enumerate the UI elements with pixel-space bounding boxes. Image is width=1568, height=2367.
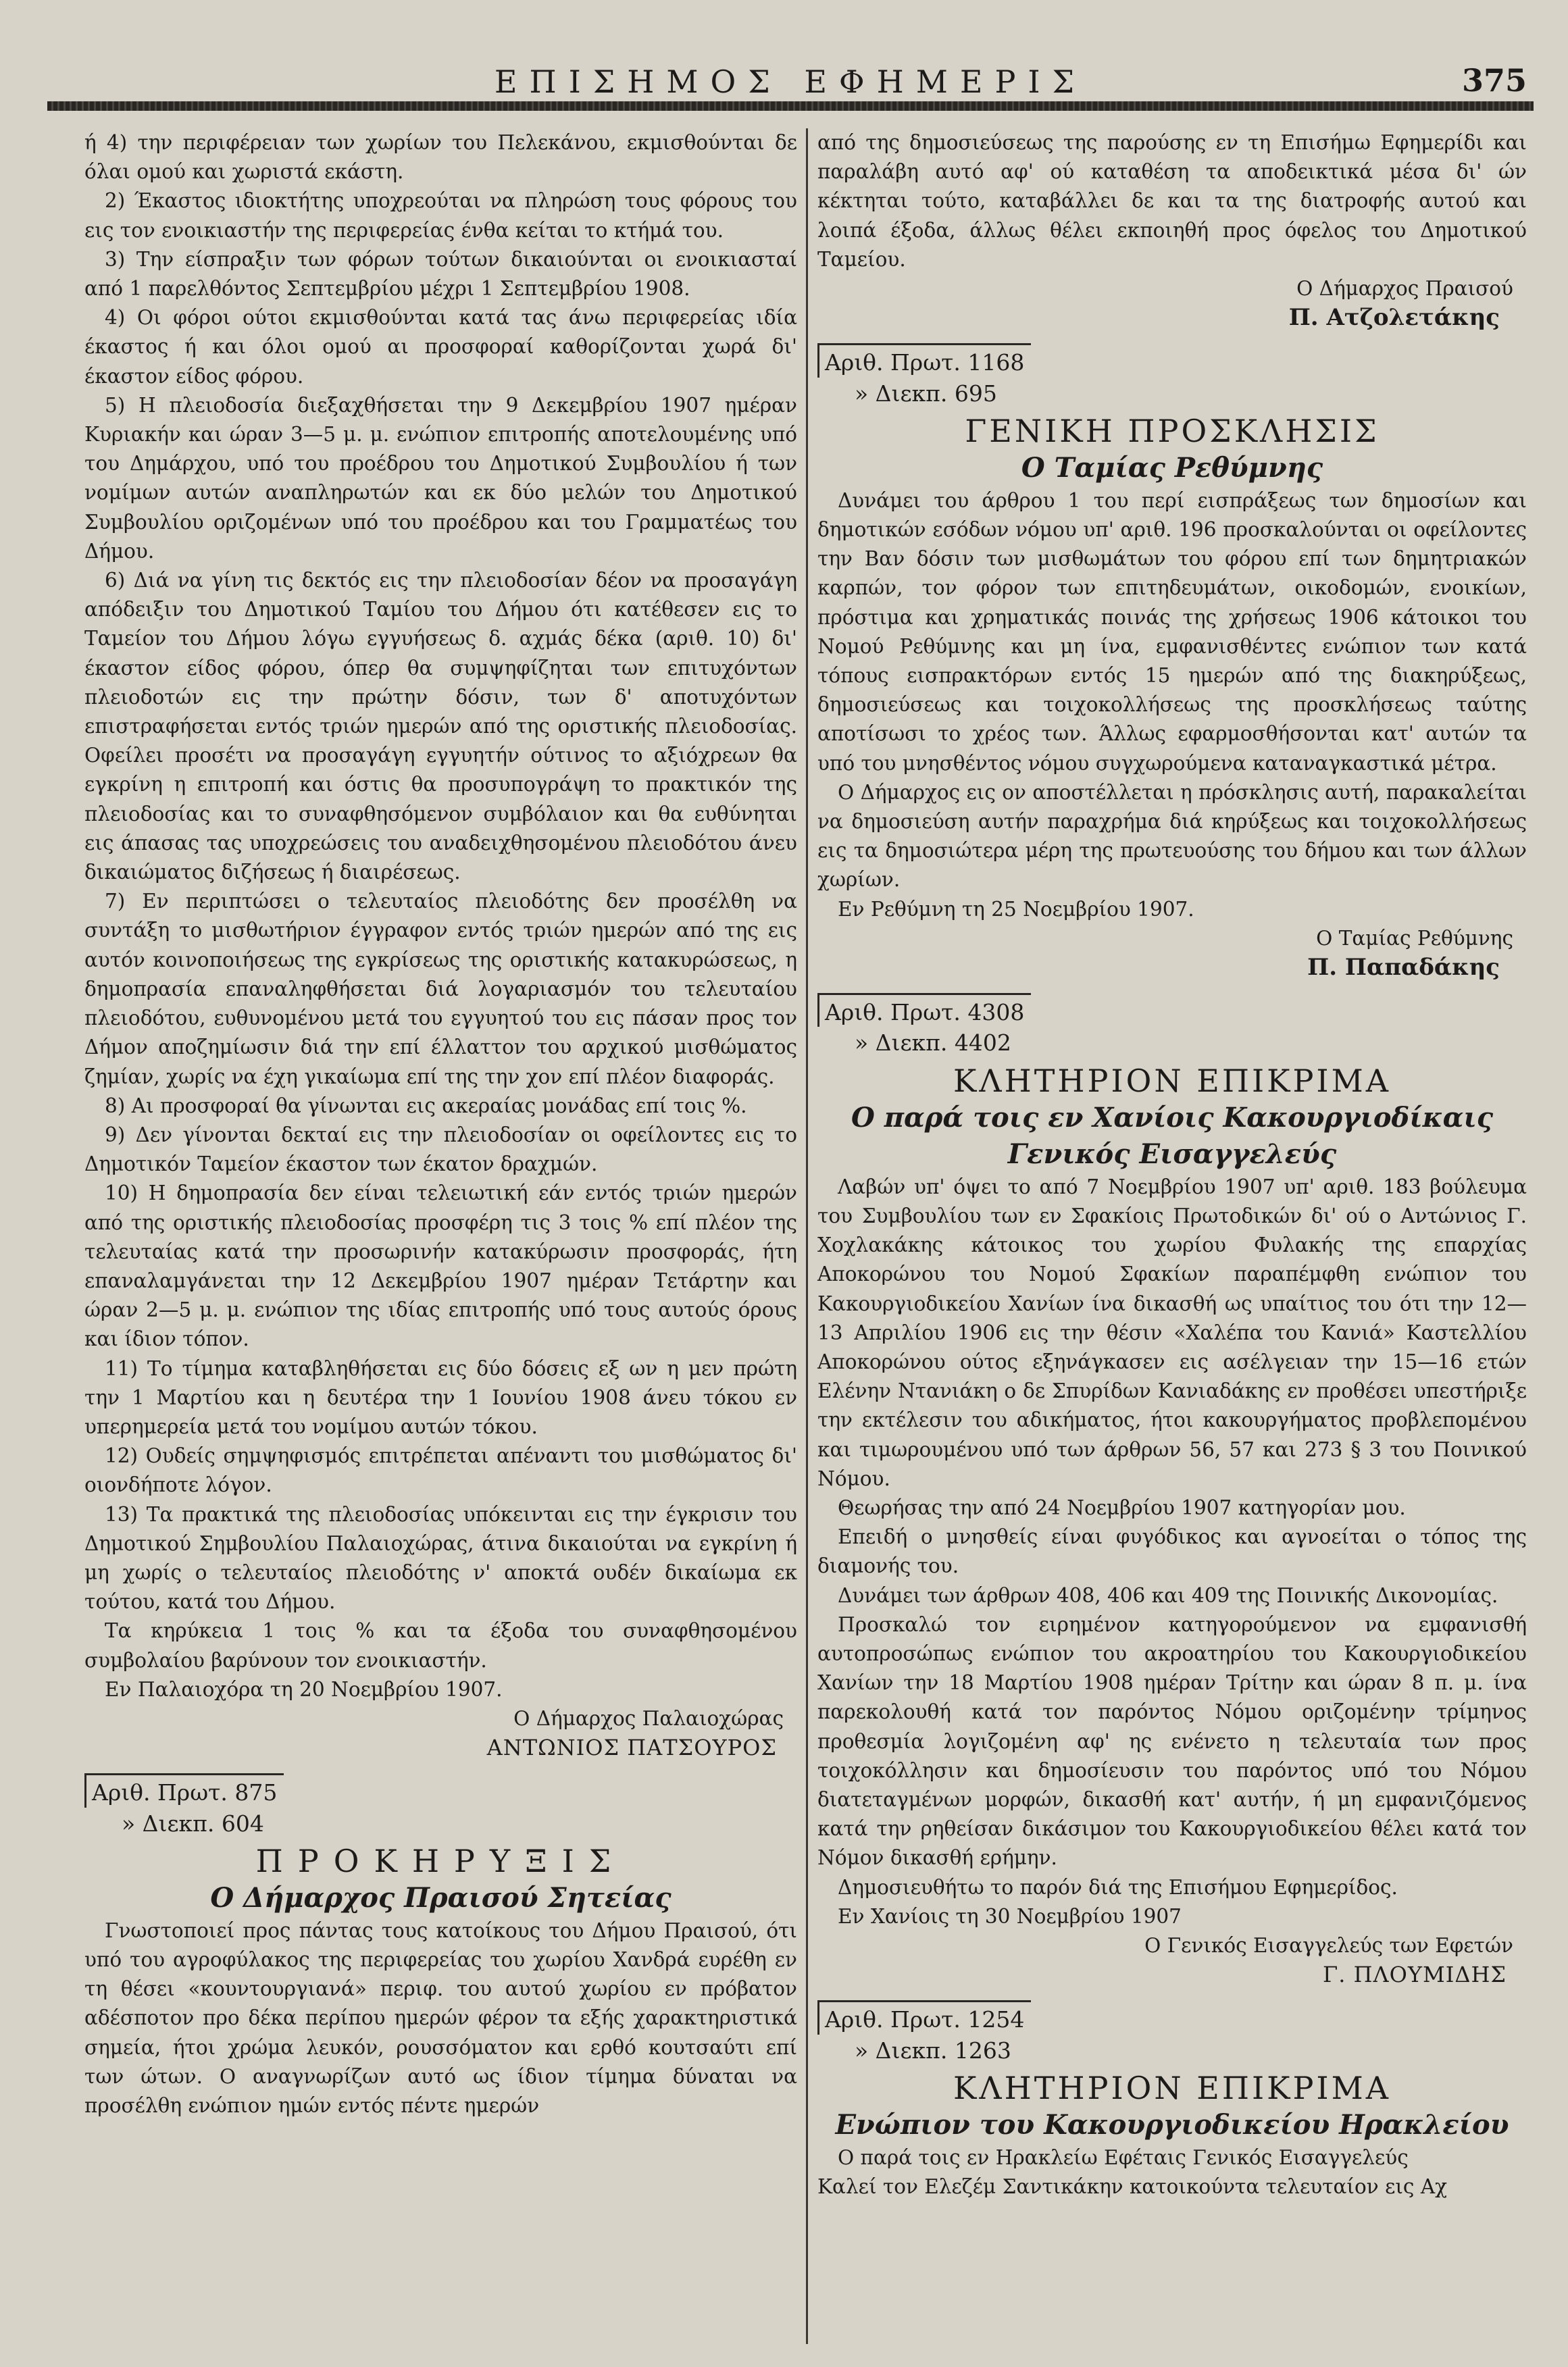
paragraph: Προσκαλώ τον ειρημένον κατηγορούμενον να εμφανισθή αυτοπροσώπως ενώπιον του ακροατηρίου του Κακουργιοδικείου Χανίων την 18 Μαρτίου 1908 ημέραν Τρίτην και ώραν 8 π. μ. ίνα παρεκολουθή κατά τον παρόντος Νόμου οριζομένην τρίμηνος προθεσμία λογιζομένη αφ' ης ενένετο η τελευταία των προς τοιχοκόλλησιν και δημοσίευσιν του παρόντος υπό του Νόμου διατεταγμένων μορφών, δικασθή κατ' αυτήν, ή μη εμφανιζόμενος κατά την ρηθείσαν δικάσιμον του Κακουργιοδικείου θέλει κατά τον Νόμον δικασθή ερήμην. — [817, 1612, 1527, 1870]
paragraph: Δυνάμει των άρθρων 408, 406 και 409 της Ποινικής Δικονομίας. — [838, 1583, 1498, 1607]
page-header — [47, 47, 1534, 108]
paragraph: Δυνάμει του άρθρου 1 του περί εισπράξεως των δημοσίων και δημοτικών εσόδων νόμου υπ' αριθ. 196 προσκαλούνται οι οφείλοντες την Βαν δόσιν των μισθωμάτων του φόρου επί των δημητριακών καρπών, τον φόρον των επιτηδευμάτων, οικοδομών, ενοικίων, πρόστιμα και χρηματικάς ποινάς της χρήσεως 1906 κάτοικοι του Νομού Ρεθύμνης και μη ίνα, εμφανισθέντες ενώπιον των κατά τόπους εισπρακτόρων εντός 15 ημερών από της διακηρύξεως, δημοσιεύσεως και τοιχοκολλήσεως της προσκλήσεως ταύτης αποτίσωσι το χρέος των. Άλλως εφαρμοσθήσονται κατ' αυτών τα υπό του μνησθέντος νόμου συγχωρούμενα καταναγκαστικά μέτρα. — [817, 488, 1527, 775]
section-heading: ΚΛΗΤΗΡΙΟΝ ΕΠΙΚΡΙΜΑ — [953, 2069, 1391, 2106]
section-subheading: Ο Δήμαρχος Πραισού Σητείας — [210, 1881, 672, 1914]
paragraph: Δημοσιευθήτω το παρόν διά της Επισήμου Εφημερίδος. — [838, 1875, 1398, 1899]
paragraph: 6) Διά να γίνη τις δεκτός εις την πλειοδοσίαν δέον να προσαγάγη απόδειξιν του Δημοτικού Ταμίου του Δήμου ότι κατέθεσεν εις το Ταμείον του Δήμου λόγω εγγυήσεως δ. αχμάς δέκα (αριθ. 10) δι' έκαστον είδος φόρου, όπερ θα συμψηφίζηται των επιτυχόντων πλειοδοτών εις την πρώτην δόσιν, των δ' αποτυχόντων επιστραφήσεται εντός τριών ημερών από της οριστικής πλειοδοσίας. Οφείλει προσέτι να προσαγάγη εγγυητήν ούτινος το αξιόχρεων θα εγκρίνη η επιτροπή και όστις θα προσυπογράψη το πρακτικόν της πλειοδοσίας και το συναφθησόμενον συμβόλαιον και θα ευθύνηται εις άπασας τας υποχρεώσεις του αναδειχθησομένου πλειοδότου άνευ δικαιώματος διζήσεως ή διαιρέσεως. — [84, 569, 797, 884]
signature-name: Π. Ατζολετάκης — [1288, 304, 1500, 332]
paragraph: 13) Τα πρακτικά της πλειοδοσίας υπόκεινται εις την έγκρισιν του Δημοτικού Σημβουλίου Παλαιοχώρας, άτινα δικαιούται να εγκρίνη ή μη χωρίς ο τελευταίος πλειοδότης ν' αποκτά ουδέν δικαίωμα εκ τούτου, κατά του Δήμου. — [84, 1502, 797, 1614]
paragraph: από της δημοσιεύσεως της παρούσης εν τη Επισήμω Εφημερίδι και παραλάβη αυτό αφ' ού καταθέση τα αποδεικτικά μέσα δι' ών κέκτηται τούτο, καταβάλλει δε και τα της διατροφής αυτού και λοιπά έξοδα, άλλως θέλει εκποιηθή προς όφελος του Δημοτικού Ταμείου. — [817, 131, 1527, 271]
date-line: Εν Χανίοις τη 30 Νοεμβρίου 1907 — [838, 1904, 1182, 1928]
section-subheading: Γενικός Εισαγγελεύς — [1007, 1138, 1337, 1170]
paragraph: 4) Οι φόροι ούτοι εκμισθούνται κατά τας άνω περιφερείας ιδία έκαστος ή και όλοι ομού αι προσφοραί καθορίζονται χωρά δι' έκαστον είδος φόρου. — [84, 306, 797, 388]
signature-name: Π. Παπαδάκης — [1307, 954, 1500, 982]
paragraph: 11) Το τίμημα καταβληθήσεται εις δύο δόσεις εξ ων η μεν πρώτη την 1 Μαρτίου και η δευτέρα την 1 Ιουνίου 1908 άνευ τόκου εν υπερημερεία μετά του νομίμου αυτών τόκου. — [84, 1356, 797, 1438]
right-column — [817, 128, 1527, 2201]
signature-title: Ο Γενικός Εισαγγελεύς των Εφετών — [1144, 1933, 1513, 1957]
reference-box — [817, 343, 1527, 407]
paragraph: 8) Αι προσφοραί θα γίνωνται εις ακεραίας μονάδας επί τοις %. — [105, 1094, 747, 1117]
signature-title: Ο Δήμαρχος Πραισού — [1296, 277, 1513, 301]
date-line: Εν Ρεθύμνη τη 25 Νοεμβρίου 1907. — [838, 897, 1194, 921]
section-subheading: Ενώπιον του Κακουργιοδικείου Ηρακλείου — [835, 2108, 1509, 2141]
protocol-number: Αριθ. Πρωτ. 875 — [84, 1773, 284, 1807]
signature-title: Ο Ταμίας Ρεθύμνης — [1316, 926, 1513, 950]
dispatch-number: » Διεκπ. 4402 — [855, 1029, 1011, 1057]
paragraph: 10) Η δημοπρασία δεν είναι τελειωτική εάν εντός τριών ημερών από της οριστικής πλειοδοσίας προσφέρη τις 3 τοις % επί πλέον της τελευταίας κατά την προσωρινήν κατακύρωσιν προσφοράς, ήτη επαναλαμγάνεται την 12 Δεκεμβρίου 1907 ημέραν Τετάρτην και ώραν 2—5 μ. μ. ενώπιον της ιδίας επιτροπής υπό τους αυτούς όρους και ίδιον τόπον. — [84, 1181, 797, 1351]
paragraph: 3) Την είσπραξιν των φόρων τούτων δικαιούνται οι ενοικιασταί από 1 παρελθόντος Σεπτεμβρίου μέχρι 1 Σεπτεμβρίου 1908. — [84, 247, 797, 301]
signature-name: ΑΝΤΩΝΙΟΣ ΠΑΤΣΟΥΡΟΣ — [486, 1735, 777, 1761]
reference-box — [84, 1773, 797, 1837]
section-heading: ΚΛΗΤΗΡΙΟΝ ΕΠΙΚΡΙΜΑ — [953, 1062, 1391, 1099]
reference-box — [817, 993, 1527, 1057]
signature-name: Γ. ΠΛΟΥΜΙΔΗΣ — [1323, 1962, 1507, 1988]
newspaper-title: ΕΠΙΣΗΜΟΣ ΕΦΗΜΕΡΙΣ — [494, 63, 1087, 100]
column-divider — [806, 128, 808, 2344]
reference-box — [817, 2000, 1527, 2064]
dispatch-number: » Διεκπ. 1263 — [855, 2037, 1011, 2064]
date-line: Εν Παλαιοχόρα τη 20 Νοεμβρίου 1907. — [105, 1677, 503, 1701]
dispatch-number: » Διεκπ. 604 — [122, 1810, 264, 1837]
paragraph: Ο παρά τοις εν Ηρακλείω Εφέταις Γενικός Εισαγγελεύς — [838, 2145, 1409, 2169]
protocol-number: Αριθ. Πρωτ. 1168 — [817, 343, 1031, 377]
header-rule — [47, 101, 1534, 111]
protocol-number: Αριθ. Πρωτ. 1254 — [817, 2000, 1031, 2034]
section-subheading: Ο παρά τοις εν Χανίοις Κακουργιοδίκαις — [851, 1101, 1494, 1134]
paragraph: Γνωστοποιεί προς πάντας τους κατοίκους του Δήμου Πραισού, ότι υπό του αγροφύλακος της περιφερείας του χωρίου Χανδρά ευρέθη εν τη θέσει «κουντουργιανά» περιφ. του αυτού χωρίου εν πρόβατον αδέσποτον προ δέκα περίπου ημερών φέρον τα εξής χαρακτηριστικά σημεία, ήτοι χρώμα λευκόν, ρουσσόματον και ερθό κουτσαύτι επί των ώτων. Ο αναγνωρίζων αυτό ως ίδιον τίμημα δύναται να προσέλθη ενώπιον ημών εντός πέντε ημερών — [84, 1918, 797, 2117]
paragraph: Καλεί τον Ελεζέμ Σαντικάκην κατοικούντα τελευταίον εις Αχ — [817, 2174, 1448, 2198]
section-heading: ΠΡΟΚΗΡΥΞΙΣ — [255, 1842, 626, 1879]
page-number: 375 — [1461, 62, 1527, 99]
left-column — [84, 128, 797, 2120]
paragraph: 12) Ουδείς σημψηφισμός επιτρέπεται απέναντι του μισθώματος δι' οιονδήποτε λόγον. — [84, 1444, 797, 1497]
paragraph: Θεωρήσας την από 24 Νοεμβρίου 1907 κατηγορίαν μου. — [838, 1496, 1406, 1519]
paragraph: ή 4) την περιφέρειαν των χωρίων του Πελεκάνου, εκμισθούνται δε όλαι ομού και χωριστά εκάστη. — [84, 131, 797, 184]
section-subheading: Ο Ταμίας Ρεθύμνης — [1021, 451, 1323, 484]
signature-title: Ο Δήμαρχος Παλαιοχώρας — [513, 1706, 784, 1730]
paragraph: Λαβών υπ' όψει το από 7 Νοεμβρίου 1907 υπ' αριθ. 183 βούλευμα του Συμβουλίου των εν Σφακίοις Πρωτοδικών δι' ού ο Αντώνιος Γ. Χοχλακάκης κάτοικος του χωρίου Φυλακής της επαρχίας Αποκορώνου του Νομού Σφακίων παραπέμφθη ενώπιον του Κακουργιοδικείου Χανίων ίνα δικασθή ως υπαίτιος του ότι την 12—13 Απριλίου 1906 εις την θέσιν «Χαλέπα του Κανιά» Καστελλίου Αποκορώνου ούτος εξηνάγκασεν εις ασέλγειαν την 15—16 ετών Ελένην Ντανιάκη ο δε Σπυρίδων Κανιαδάκης εν προθέσει υπεστήριξε την εκτέλεσιν του αδικήματος, ήτοι κακουργήματος προβλεπομένου και τιμωρουμένου υπό των άρθρων 56, 57 και 273 § 3 του Ποινικού Νόμου. — [817, 1175, 1527, 1490]
paragraph: 7) Εν περιπτώσει ο τελευταίος πλειοδότης δεν προσέλθη να συντάξη το μισθωτήριον έγγραφον εντός τριών ημερών από της εις αυτόν κοινοποιήσεως της εγκρίσεως της οριστικής κατακυρώσεως, η δημοπρασία επαναληφθήσεται διά λογαριασμόν του τελευταίου πλειοδότου, ευθυνομένου μετά του εγγυητού του εις πάσαν προς τον Δήμον αποζημίωσιν διά την επί έλλαττον του αρχικού μισθώματος ζημίαν, χωρίς να έχη γικαίωμα επί της την χον επί πλέον διαφοράς. — [84, 890, 797, 1088]
paragraph: 2) Έκαστος ιδιοκτήτης υποχρεούται να πληρώση τους φόρους του εις τον ενοικιαστήν της περιφερείας ένθα κείται το κτήμά του. — [84, 189, 797, 242]
protocol-number: Αριθ. Πρωτ. 4308 — [817, 993, 1031, 1027]
paragraph: Επειδή ο μνησθείς είναι φυγόδικος και αγνοείται ο τόπος της διαμονής του. — [817, 1525, 1527, 1578]
paragraph: Τα κηρύκεια 1 τοις % και τα έξοδα του συναφθησομένου συμβολαίου βαρύνουν τον ενοικιαστήν. — [84, 1619, 797, 1672]
paragraph: Ο Δήμαρχος εις ον αποστέλλεται η πρόσκλησις αυτή, παρακαλείται να δημοσιεύση αυτήν παραχρήμα διά κηρύξεως και τοιχοκολλήσεως εις τα δημοσιώτερα μέρη της πρωτευούσης του δήμου και των άλλων χωρίων. — [817, 780, 1527, 892]
paragraph: 5) Η πλειοδοσία διεξαχθήσεται την 9 Δεκεμβρίου 1907 ημέραν Κυριακήν και ώραν 3—5 μ. μ. ενώπιον επιτροπής αποτελουμένης υπό του Δημάρχου, υπό του προέδρου του Δημοτικού Συμβουλίου ή των νομίμων αυτών αναπληρωτών και εκ δύο μελών του Δημοτικού Συμβουλίου οριζομένων υπό του προέδρου και του Γραμματέως του Δήμου. — [84, 393, 797, 563]
paragraph: 9) Δεν γίνονται δεκταί εις την πλειοδοσίαν οι οφείλοντες εις το Δημοτικόν Ταμείον έκαστον των έκατον δραχμών. — [84, 1123, 797, 1176]
dispatch-number: » Διεκπ. 695 — [855, 380, 997, 407]
section-heading: ΓΕΝΙΚΗ ΠΡΟΣΚΛΗΣΙΣ — [965, 412, 1380, 449]
